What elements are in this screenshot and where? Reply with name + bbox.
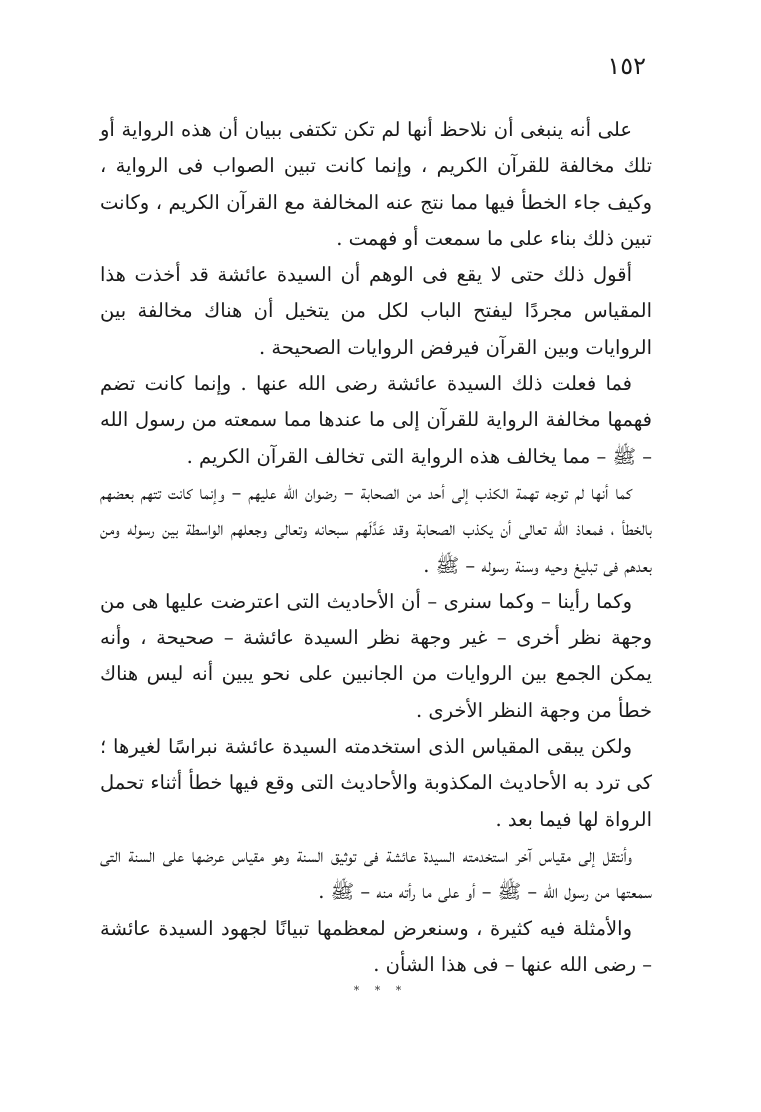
paragraph-8: والأمثلة فيه كثيرة ، وسنعرض لمعظمها تبيانًا لجهود السيدة عائشة – رضى الله عنها – فى هذا الشأن . [100, 916, 652, 976]
paragraph-5: وكما رأينا – وكما سنرى – أن الأحاديث التى اعترضت عليها هى من وجهة نظر أخرى – غير وجهة نظر السيدة عائشة – صحيحة ، وأنه يمكن الجمع بين الروايات من الجانبين على نحو يبين أنه ليس هناك خطأ من وجهة النظر الأخرى . [100, 589, 652, 722]
paragraph-7: وأنتقل إلى مقياس آخر استخدمته السيدة عائشة فى توثيق السنة وهو مقياس عرضها على السنة التى سمعتها من رسول الله – ﷺ – أو على ما رأته منه – ﷺ . [100, 843, 652, 904]
section-separator: * * * [353, 984, 408, 997]
page-body [100, 112, 652, 983]
paragraph-2: أقول ذلك حتى لا يقع فى الوهم أن السيدة عائشة قد أخذت هذا المقياس مجردًا ليفتح الباب لكل من يتخيل أن هناك مخالفة بين الروايات وبين القرآن فيرفض الروايات الصحيحة . [100, 263, 652, 359]
page-number: ١٥٢ [607, 52, 646, 80]
paragraph-3: فما فعلت ذلك السيدة عائشة رضى الله عنها . وإنما كانت تضم فهمها مخالفة الرواية للقرآن إلى ما عندها مما سمعته من رسول الله – ﷺ – مما يخالف هذه الرواية التى تخالف القرآن الكريم . [100, 372, 652, 468]
paragraph-1: على أنه ينبغى أن نلاحظ أنها لم تكن تكتفى ببيان أن هذه الرواية أو تلك مخالفة للقرآن الكريم ، وإنما كانت تبين الصواب فى الرواية ، وكيف جاء الخطأ فيها مما نتج عنه المخالفة مع القرآن الكريم ، وكانت تبين ذلك بناء على ما سمعت أو فهمت . [100, 118, 652, 250]
paragraph-6: ولكن يبقى المقياس الذى استخدمته السيدة عائشة نبراسًا لغيرها ؛ كى ترد به الأحاديث المكذوبة والأحاديث التى وقع فيها خطأ أثناء تحمل الرواة لها فيما بعد . [100, 735, 652, 831]
paragraph-4: كما أنها لم توجه تهمة الكذب إلى أحد من الصحابة – رضوان الله عليهم – وإنما كانت تتهم بعضهم بالخطأ ، فمعاذ الله تعالى أن يكذب الصحابة وقد عَدَّلَهم سبحانه وتعالى وجعلهم الواسطة بين رسوله ومن بعدهم فى تبليغ وحيه وسنة رسوله – ﷺ . [100, 480, 652, 577]
